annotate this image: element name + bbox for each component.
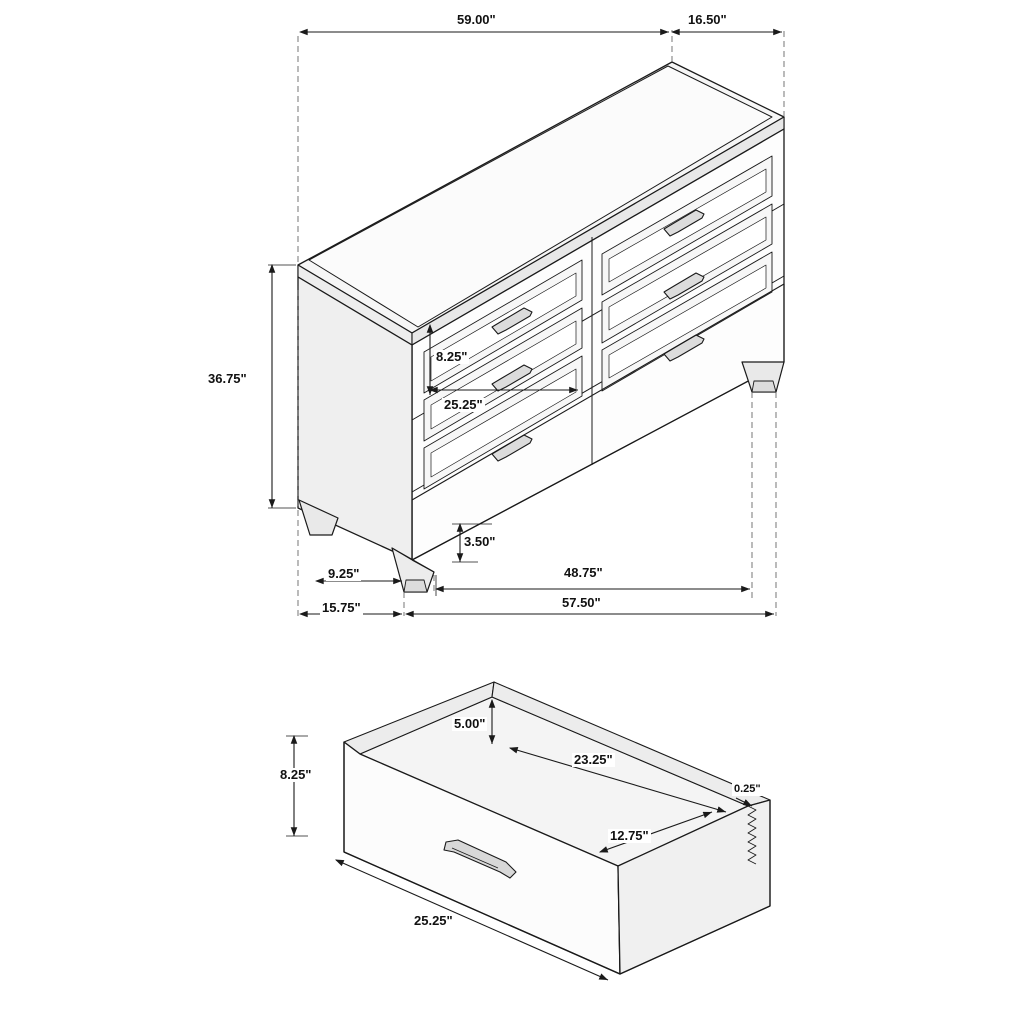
dim-label-drawer-height: 8.25" <box>280 767 312 782</box>
dim-label-base-depth: 15.75" <box>322 600 361 615</box>
dim-label-drawer-width: 25.25" <box>414 913 453 928</box>
dim-label-interior-length: 23.25" <box>574 752 613 767</box>
dim-label-base-width: 57.50" <box>562 595 601 610</box>
dim-label-leg-height: 3.50" <box>464 534 496 549</box>
dim-label-drawer-face-width: 25.25" <box>444 397 483 412</box>
dim-label-foot-depth: 9.25" <box>328 566 360 581</box>
dim-label-drawer-face-height: 8.25" <box>436 349 468 364</box>
dim-label-depth-top: 16.50" <box>688 12 727 27</box>
dim-label-interior-width: 12.75" <box>610 828 649 843</box>
dresser-body <box>298 62 784 592</box>
drawer-detail-body <box>344 682 770 974</box>
dim-label-panel-thickness: 0.25" <box>734 783 761 795</box>
dim-label-interior-depth: 5.00" <box>454 716 486 731</box>
dim-label-overall-width: 59.00" <box>457 12 496 27</box>
dim-label-case-width: 48.75" <box>564 565 603 580</box>
dim-label-overall-height: 36.75" <box>208 371 247 386</box>
